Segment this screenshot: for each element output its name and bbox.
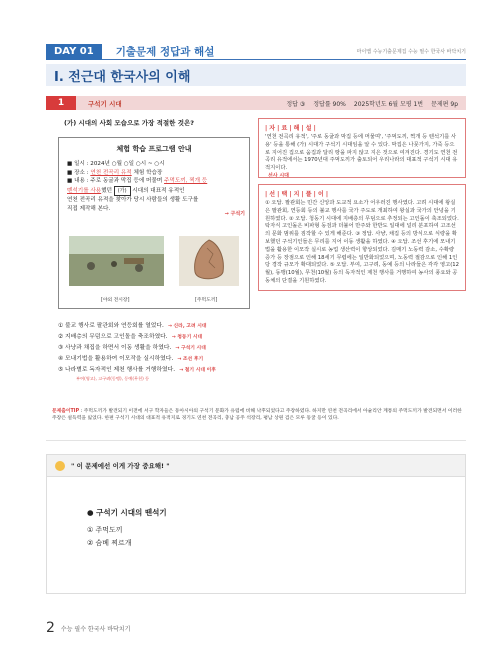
- choice-5[interactable]: [58, 365, 252, 376]
- box-line-place-prefix: ■ 장소 :: [67, 169, 91, 176]
- box-line-place-suffix: 체험 학습장: [131, 169, 163, 176]
- key-point-item-2: ② 슴베 찌르개: [87, 539, 132, 547]
- question-column: [52, 118, 289, 382]
- page-header: [46, 44, 466, 60]
- box-line-place: [67, 169, 241, 178]
- choice-3-text: ③ 사냥과 채집을 하면서 이동 생활을 하였다.: [58, 345, 172, 351]
- tip-section: [52, 408, 466, 422]
- side-label-top: 선사 시대: [267, 173, 289, 179]
- question-meta: [286, 99, 466, 108]
- choice-5-text: ⑤ 나라별로 독자적인 제천 행사를 거행하였다.: [58, 367, 176, 373]
- question-bar: [46, 96, 466, 110]
- box-line-content-prefix: ■ 내용 : 주로 동굴과 막집 등에 머물며: [67, 178, 165, 184]
- choice-4[interactable]: [58, 354, 252, 365]
- choice-5-note: → 철기 시대 이후: [179, 368, 216, 373]
- material-explanation-heading: | 자 | 료 | 해 | 설 |: [265, 125, 316, 132]
- hand-axe-photo: [179, 236, 239, 286]
- key-point-title: " 이 문제에선 이게 가장 중요해! ": [71, 462, 170, 470]
- material-explanation-box: [258, 118, 466, 178]
- explanation-column: [258, 118, 466, 291]
- question-number: 1: [46, 96, 76, 110]
- blank-ga: (가): [114, 186, 131, 197]
- tip-text: : 주먹도끼가 발견되기 이전에 서구 학자들은 동아시아의 구석기 문화가 유럽에 비해 낙후되었다고 주장하였다. 하지만 연천 전곡리에서 아슐리안 계통의 주먹도끼가 발견되면서 이러한 주장은 설득력을 잃었다. 한편 구석기 시대의 대표적 유적지로 경기도 연천 전곡리, 충남 공주 석장리, 평남 상원 검은 모루 동굴 등이 있다.: [52, 409, 462, 421]
- box-line-content-2: [67, 186, 241, 197]
- choice-3-note: → 구석기 시대: [175, 346, 206, 351]
- day-badge: DAY 01: [46, 44, 102, 60]
- choice-3[interactable]: [58, 343, 252, 354]
- choice-1-note: → 신라, 고려 시대: [167, 324, 207, 329]
- choice-analysis-box: [258, 184, 466, 291]
- caption-handaxe: [주먹도끼]: [195, 298, 218, 303]
- header-subtitle: 마이맵 수능기출문제집 수능 필수 한국사 바닥치기: [356, 49, 466, 55]
- key-point-body: [47, 477, 465, 550]
- choice-4-note: → 조선 후기: [177, 357, 204, 362]
- choice-4-text: ④ 모내기법을 활용하여 이모작을 실시하였다.: [58, 356, 174, 362]
- source-box: [58, 137, 289, 309]
- material-explanation-text: '연천 전곡리 유적', '주로 동굴과 막집 등에 머물며', '주먹도끼, 찍개 등 뗀석기를 사용' 등을 통해 (가) 시대가 구석기 시대임을 알 수 있다. 막집은 나뭇가지, 가죽 등으로 지어진 집으로 움집과 달리 땅을 파지 않고 지은 것으로 여겨진다. 경기도 연천 전곡리 유적에서는 1970년대 주먹도끼가 출토되어 우리나라의 대표적 구석기 시대 유적지이다.: [265, 134, 458, 172]
- choice-2[interactable]: [58, 332, 252, 343]
- chapter-title: Ⅰ. 전근대 한국사의 이해: [54, 69, 191, 85]
- choice-2-note: → 청동기 시대: [171, 335, 203, 340]
- box-line-place-highlight: 연천 전곡리 유적: [90, 169, 132, 176]
- outdoor-exhibit-photo: [69, 236, 164, 286]
- box-title: 체험 학습 프로그램 안내: [116, 145, 192, 153]
- tip-badge: 문제출이TIP: [52, 409, 80, 414]
- question-topic: 구석기 시대: [88, 99, 122, 108]
- box-line-tool-highlight: 뗀석기를 사용: [67, 187, 102, 194]
- box-line-suffix: 시대의 대표적 유적인: [130, 187, 185, 194]
- key-point-main: ● 구석기 시대의 뗀석기: [87, 508, 167, 517]
- choices-list: [58, 321, 252, 382]
- choice-analysis-heading: | 선 | 택 | 지 | 풀 | 이 |: [265, 190, 329, 198]
- choice-analysis-text: ① 오답. 팔관회는 민간 신앙과 도교적 요소가 어우러진 행사였다. 고려 시대에 왕실은 팔관회, 연등회 등의 불교 행사를 국가 주도로 개최하여 왕실과 국가의 안녕을 기원하였다. ② 오답. 청동기 시대에 지배층의 무덤으로 추정되는 고인돌이 축조되었다. 탁자식 고인돌은 비파형 동검과 더불어 만주와 한반도 일대에 널리 분포하여 고조선의 문화 범위를 짐작할 수 있게 해준다. ③ 정답. 사냥, 채집 등의 방식으로 식량을 확보했던 구석기인들은 무리를 지어 이동 생활을 하였다. ④ 오답. 조선 후기에 모내기법을 활용한 이모작 실시로 농업 생산력이 향상되었다. 김매기 노동력 감소, 수확량 증가 등 장점으로 인해 18세기 무렵에는 일반화되었으며, 노동력 절감으로 인해 1인당 경작 규모가 확대되었다. ⑤ 오답. 부여, 고구려, 동예 등의 나라들은 각각 영고(12월), 동맹(10월), 무천(10월) 등의 독자적인 제천 행사를 거행하여 농사의 풍요와 공동체의 단결을 기원하였다.: [265, 199, 460, 284]
- photo-area: [69, 236, 243, 303]
- key-point-box: [46, 454, 466, 594]
- box-line-5: 연천 전곡리 유적을 찾아가 당시 사람들의 생활 도구를: [67, 197, 199, 203]
- character-icon: [55, 461, 65, 471]
- page-number: 2: [46, 620, 55, 636]
- choice-1-text: ① 불교 행사로 팔관회와 연등회를 열었다.: [58, 323, 164, 329]
- accuracy-label: 정답률 90%: [313, 100, 346, 108]
- box-line-content: [67, 177, 241, 186]
- page-footer: [46, 620, 130, 636]
- choice-5-subnote: 부여(영고), 고구려(동맹), 동예(무천) 등: [76, 376, 150, 381]
- box-line-6: 직접 제작해 본다.: [67, 205, 111, 212]
- divider: [46, 440, 466, 441]
- choice-1[interactable]: [58, 321, 252, 332]
- answer-label: 정답 ③: [286, 100, 306, 108]
- question-prompt: (가) 시대의 사회 모습으로 가장 적절한 것은?: [64, 119, 195, 127]
- box-line-mid: 했던: [101, 187, 114, 194]
- key-point-item-1: ① 주먹도끼: [87, 526, 123, 534]
- choice-2-text: ② 지배층의 무덤으로 고인돌을 축조하였다.: [58, 334, 168, 340]
- side-label-mid: → 구석기: [224, 211, 245, 217]
- key-point-header: [47, 455, 465, 477]
- box-line-content-highlight: 주먹도끼, 찍개 등: [164, 178, 208, 184]
- chapter-title-bar: [46, 64, 466, 86]
- header-title: 기출문제 정답과 해설: [115, 46, 215, 58]
- source-label: 2025학년도 6월 모평 1번: [353, 100, 424, 108]
- caption-outdoor: [야외 전시장]: [101, 298, 130, 303]
- book-page-label: 문제편 9p: [431, 100, 458, 108]
- box-line-date: ■ 일시 : 2024년 ○월 ○일 ○시 ~ ○시: [67, 161, 165, 167]
- footer-text: 수능 필수 한국사 바닥치기: [60, 625, 131, 633]
